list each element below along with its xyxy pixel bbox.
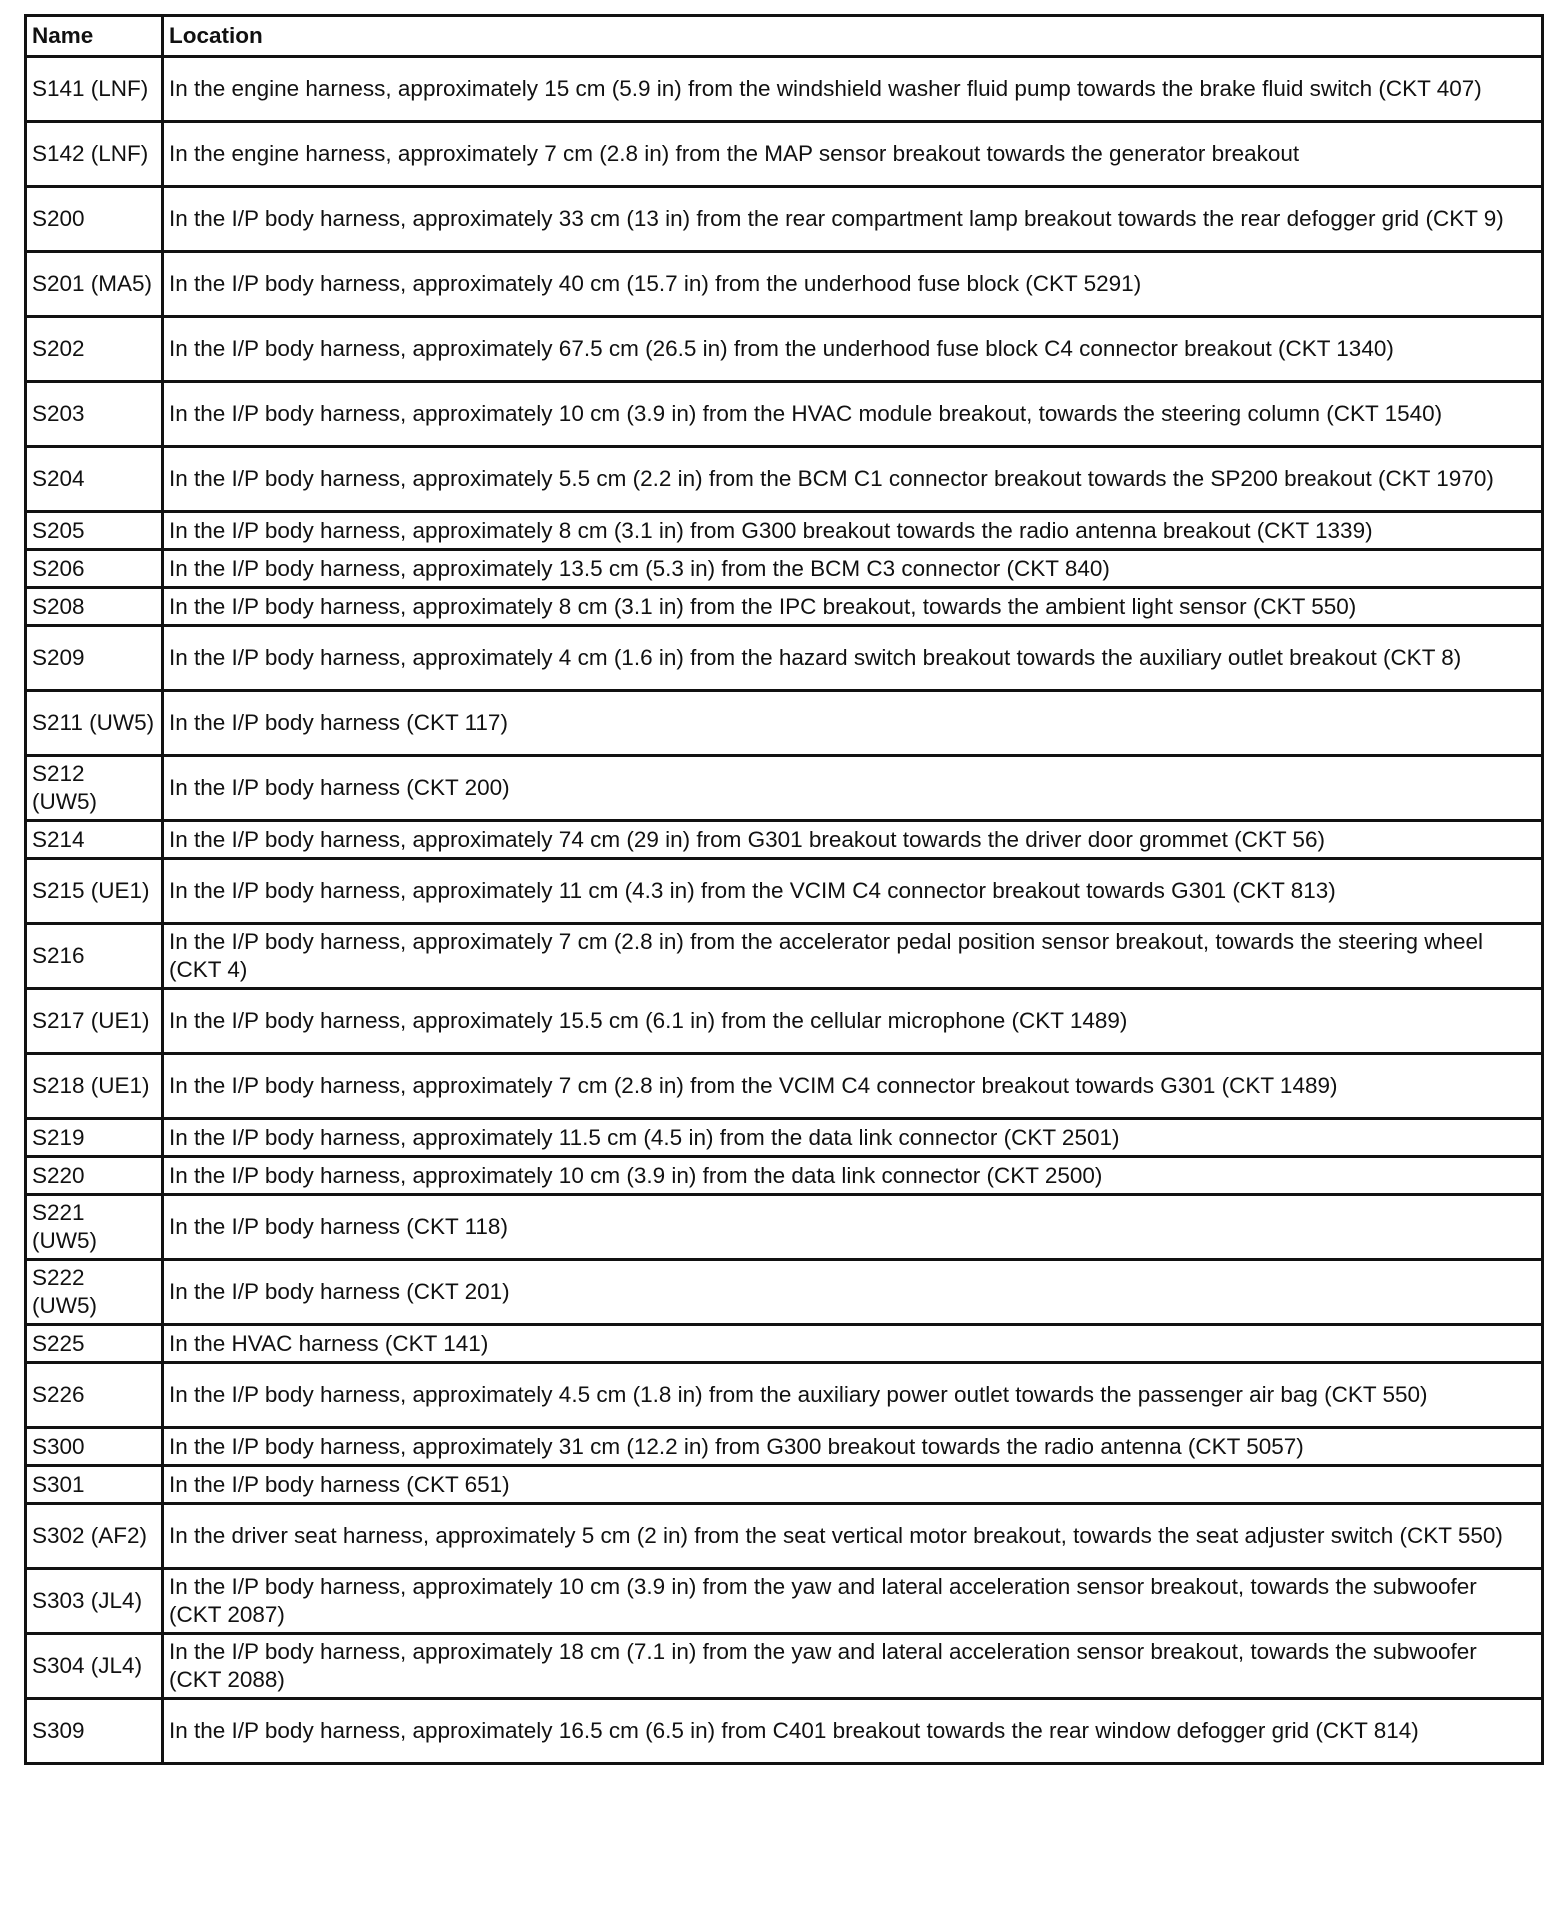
table-row bbox=[26, 1504, 1543, 1569]
table-row bbox=[26, 57, 1543, 122]
splice-location-cell: In the I/P body harness (CKT 117) bbox=[163, 691, 1543, 756]
splice-name-cell: S309 bbox=[26, 1699, 163, 1764]
table-body bbox=[26, 57, 1543, 1764]
splice-name-cell: S304 (JL4) bbox=[26, 1634, 163, 1699]
splice-name-cell: S203 bbox=[26, 382, 163, 447]
splice-name-cell: S142 (LNF) bbox=[26, 122, 163, 187]
splice-name-cell: S303 (JL4) bbox=[26, 1569, 163, 1634]
splice-name-cell: S225 bbox=[26, 1325, 163, 1363]
splice-location-cell: In the I/P body harness (CKT 651) bbox=[163, 1466, 1543, 1504]
splice-name-cell: S226 bbox=[26, 1363, 163, 1428]
table-row bbox=[26, 447, 1543, 512]
table-row bbox=[26, 691, 1543, 756]
table-row bbox=[26, 821, 1543, 859]
splice-name-cell: S141 (LNF) bbox=[26, 57, 163, 122]
splice-location-cell: In the I/P body harness, approximately 4 cm (1.6 in) from the hazard switch breakout towards the auxiliary outlet breakout (CKT 8) bbox=[163, 626, 1543, 691]
splice-name-cell: S212 (UW5) bbox=[26, 756, 163, 821]
splice-location-cell: In the I/P body harness, approximately 8 cm (3.1 in) from G300 breakout towards the radio antenna breakout (CKT 1339) bbox=[163, 512, 1543, 550]
splice-name-cell: S216 bbox=[26, 924, 163, 989]
table-row bbox=[26, 512, 1543, 550]
table-row bbox=[26, 859, 1543, 924]
splice-location-cell: In the I/P body harness, approximately 67.5 cm (26.5 in) from the underhood fuse block C4 connector breakout (CKT 1340) bbox=[163, 317, 1543, 382]
splice-name-cell: S217 (UE1) bbox=[26, 989, 163, 1054]
table-row bbox=[26, 317, 1543, 382]
table-header-row bbox=[26, 16, 1543, 57]
splice-name-cell: S204 bbox=[26, 447, 163, 512]
table-row bbox=[26, 1466, 1543, 1504]
table-row bbox=[26, 1699, 1543, 1764]
splice-location-cell: In the I/P body harness, approximately 16.5 cm (6.5 in) from C401 breakout towards the rear window defogger grid (CKT 814) bbox=[163, 1699, 1543, 1764]
table-row bbox=[26, 1428, 1543, 1466]
table-row bbox=[26, 1634, 1543, 1699]
table-row bbox=[26, 382, 1543, 447]
splice-name-cell: S205 bbox=[26, 512, 163, 550]
splice-name-cell: S214 bbox=[26, 821, 163, 859]
table-row bbox=[26, 1195, 1543, 1260]
splice-name-cell: S206 bbox=[26, 550, 163, 588]
splice-name-cell: S222 (UW5) bbox=[26, 1260, 163, 1325]
splice-location-cell: In the I/P body harness, approximately 33 cm (13 in) from the rear compartment lamp breakout towards the rear defogger grid (CKT 9) bbox=[163, 187, 1543, 252]
table-row bbox=[26, 1157, 1543, 1195]
table-row bbox=[26, 252, 1543, 317]
splice-name-cell: S221 (UW5) bbox=[26, 1195, 163, 1260]
splice-location-cell: In the I/P body harness, approximately 11 cm (4.3 in) from the VCIM C4 connector breakout towards G301 (CKT 813) bbox=[163, 859, 1543, 924]
splice-location-cell: In the I/P body harness, approximately 8 cm (3.1 in) from the IPC breakout, towards the ambient light sensor (CKT 550) bbox=[163, 588, 1543, 626]
splice-location-cell: In the I/P body harness, approximately 74 cm (29 in) from G301 breakout towards the driver door grommet (CKT 56) bbox=[163, 821, 1543, 859]
splice-location-cell: In the I/P body harness, approximately 11.5 cm (4.5 in) from the data link connector (CKT 2501) bbox=[163, 1119, 1543, 1157]
splice-location-cell: In the HVAC harness (CKT 141) bbox=[163, 1325, 1543, 1363]
splice-location-cell: In the driver seat harness, approximately 5 cm (2 in) from the seat vertical motor breakout, towards the seat adjuster switch (CKT 550) bbox=[163, 1504, 1543, 1569]
splice-location-cell: In the I/P body harness, approximately 15.5 cm (6.1 in) from the cellular microphone (CKT 1489) bbox=[163, 989, 1543, 1054]
table-row bbox=[26, 989, 1543, 1054]
table-row bbox=[26, 1260, 1543, 1325]
splice-location-cell: In the I/P body harness (CKT 200) bbox=[163, 756, 1543, 821]
splice-name-cell: S208 bbox=[26, 588, 163, 626]
splice-name-cell: S215 (UE1) bbox=[26, 859, 163, 924]
splice-location-cell: In the I/P body harness, approximately 10 cm (3.9 in) from the data link connector (CKT 2500) bbox=[163, 1157, 1543, 1195]
table-row bbox=[26, 122, 1543, 187]
splice-name-cell: S209 bbox=[26, 626, 163, 691]
table-row bbox=[26, 1119, 1543, 1157]
splice-location-cell: In the I/P body harness (CKT 118) bbox=[163, 1195, 1543, 1260]
splice-location-cell: In the I/P body harness, approximately 7 cm (2.8 in) from the accelerator pedal position sensor breakout, towards the steering wheel (CKT 4) bbox=[163, 924, 1543, 989]
splice-location-cell: In the I/P body harness (CKT 201) bbox=[163, 1260, 1543, 1325]
table-row bbox=[26, 626, 1543, 691]
splice-location-cell: In the engine harness, approximately 15 cm (5.9 in) from the windshield washer fluid pump towards the brake fluid switch (CKT 407) bbox=[163, 57, 1543, 122]
splice-name-cell: S200 bbox=[26, 187, 163, 252]
splice-name-cell: S300 bbox=[26, 1428, 163, 1466]
splice-location-cell: In the engine harness, approximately 7 cm (2.8 in) from the MAP sensor breakout towards the generator breakout bbox=[163, 122, 1543, 187]
splice-location-cell: In the I/P body harness, approximately 40 cm (15.7 in) from the underhood fuse block (CKT 5291) bbox=[163, 252, 1543, 317]
splice-location-cell: In the I/P body harness, approximately 7 cm (2.8 in) from the VCIM C4 connector breakout towards G301 (CKT 1489) bbox=[163, 1054, 1543, 1119]
table-row bbox=[26, 924, 1543, 989]
splice-name-cell: S301 bbox=[26, 1466, 163, 1504]
splice-location-cell: In the I/P body harness, approximately 13.5 cm (5.3 in) from the BCM C3 connector (CKT 840) bbox=[163, 550, 1543, 588]
table-row bbox=[26, 588, 1543, 626]
splice-name-cell: S219 bbox=[26, 1119, 163, 1157]
splice-location-cell: In the I/P body harness, approximately 5.5 cm (2.2 in) from the BCM C1 connector breakout towards the SP200 breakout (CKT 1970) bbox=[163, 447, 1543, 512]
splice-name-cell: S202 bbox=[26, 317, 163, 382]
splice-name-cell: S211 (UW5) bbox=[26, 691, 163, 756]
table-row bbox=[26, 1569, 1543, 1634]
splice-name-cell: S201 (MA5) bbox=[26, 252, 163, 317]
column-header-location: Location bbox=[163, 16, 1543, 57]
table-row bbox=[26, 1363, 1543, 1428]
splice-name-cell: S218 (UE1) bbox=[26, 1054, 163, 1119]
splice-name-cell: S302 (AF2) bbox=[26, 1504, 163, 1569]
splice-location-cell: In the I/P body harness, approximately 31 cm (12.2 in) from G300 breakout towards the radio antenna (CKT 5057) bbox=[163, 1428, 1543, 1466]
table-row bbox=[26, 187, 1543, 252]
table-row bbox=[26, 550, 1543, 588]
column-header-name: Name bbox=[26, 16, 163, 57]
splice-location-cell: In the I/P body harness, approximately 18 cm (7.1 in) from the yaw and lateral acceleration sensor breakout, towards the subwoofer (CKT 2088) bbox=[163, 1634, 1543, 1699]
splice-location-cell: In the I/P body harness, approximately 10 cm (3.9 in) from the HVAC module breakout, towards the steering column (CKT 1540) bbox=[163, 382, 1543, 447]
splice-location-cell: In the I/P body harness, approximately 4.5 cm (1.8 in) from the auxiliary power outlet towards the passenger air bag (CKT 550) bbox=[163, 1363, 1543, 1428]
splice-name-cell: S220 bbox=[26, 1157, 163, 1195]
table-row bbox=[26, 1054, 1543, 1119]
table-row bbox=[26, 756, 1543, 821]
splice-location-table bbox=[24, 14, 1544, 1765]
table-row bbox=[26, 1325, 1543, 1363]
splice-location-cell: In the I/P body harness, approximately 10 cm (3.9 in) from the yaw and lateral acceleration sensor breakout, towards the subwoofer (CKT 2087) bbox=[163, 1569, 1543, 1634]
